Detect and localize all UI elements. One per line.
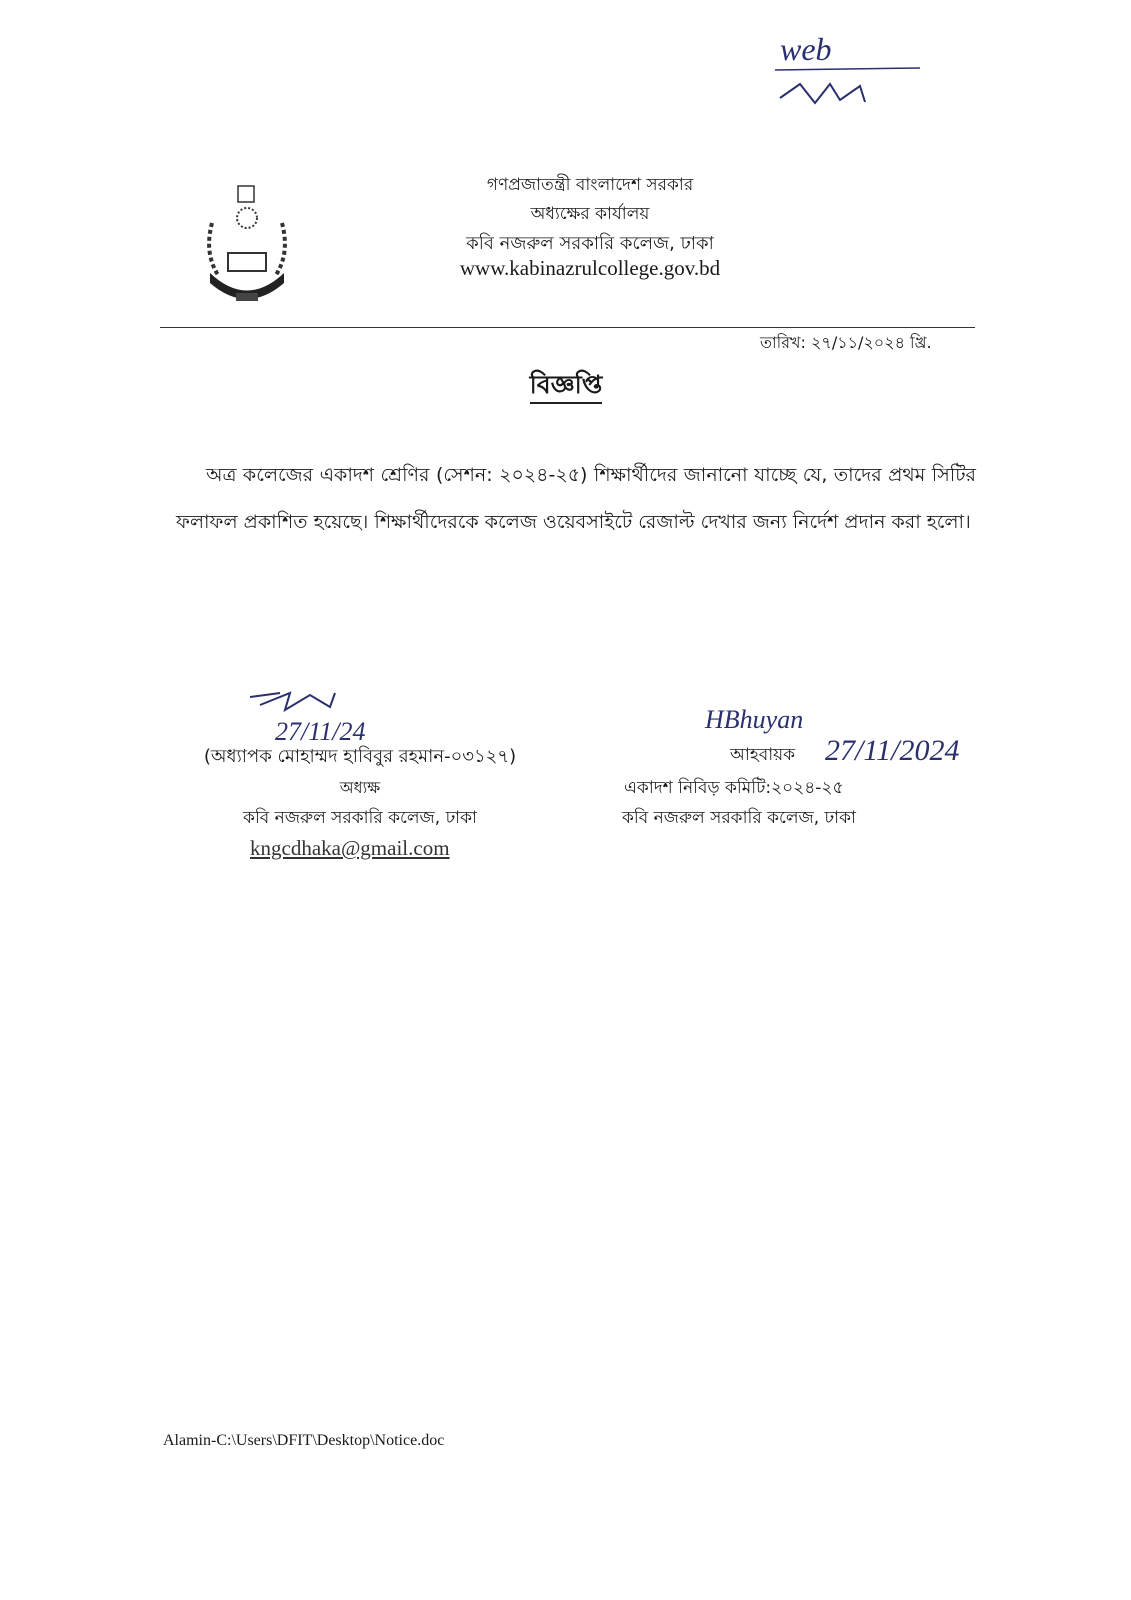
notice-body: অত্র কলেজের একাদশ শ্রেণির (সেশন: ২০২৪-২৫) শিক্ষার্থীদের জানানো যাচ্ছে যে, তাদের প্রথম সিটির ফলাফল প্রকাশিত হয়েছে। শিক্ষার্থীদেরকে কলেজ ওয়েবসাইটে রেজাল্ট দেখার জন্য নির্দেশ প্রদান করা হলো। [176,464,976,533]
handwritten-web-text: web [780,31,832,67]
footer-file-path: Alamin-C:\Users\DFIT\Desktop\Notice.doc [163,1432,445,1449]
signatory-institution: কবি নজরুল সরকারি কলেজ, ঢাকা [243,808,477,828]
signature-left-handwritten [240,685,440,745]
notice-title-text: বিজ্ঞপ্তি [530,370,603,404]
convener-designation: আহবায়ক [730,745,796,765]
convener-institution: কবি নজরুল সরকারি কলেজ, ঢাকা [622,808,856,828]
header-office: অধ্যক্ষের কার্যালয় [530,204,650,224]
signatory-designation: অধ্যক্ষ [339,778,381,797]
signature-left-date: 27/11/24 [275,717,366,745]
handwritten-annotation [770,28,930,108]
header-college: কবি নজরুল সরকারি কলেজ, ঢাকা [466,233,714,254]
header-divider [160,327,975,328]
header-govt: গণপ্রজাতন্ত্রী বাংলাদেশ সরকার [486,175,694,195]
header-website: www.kabinazrulcollege.gov.bd [459,256,721,280]
handwritten-web-mark [770,28,930,108]
college-email-link[interactable]: kngcdhaka@gmail.com [250,836,450,860]
notice-title [466,365,666,408]
signatory-name: (অধ্যাপক মোহাম্মদ হাবিবুর রহমান-০৩১২৭) [203,746,517,767]
signature-right-date: 27/11/2024 [825,734,960,767]
notice-date: তারিখ: ২৭/১১/২০২৪ খ্রি. [760,333,932,352]
committee-name: একাদশ নিবিড় কমিটি:২০২৪-২৫ [624,778,844,798]
college-logo [200,183,295,308]
signature-right-name: HBhuyan [705,705,804,734]
